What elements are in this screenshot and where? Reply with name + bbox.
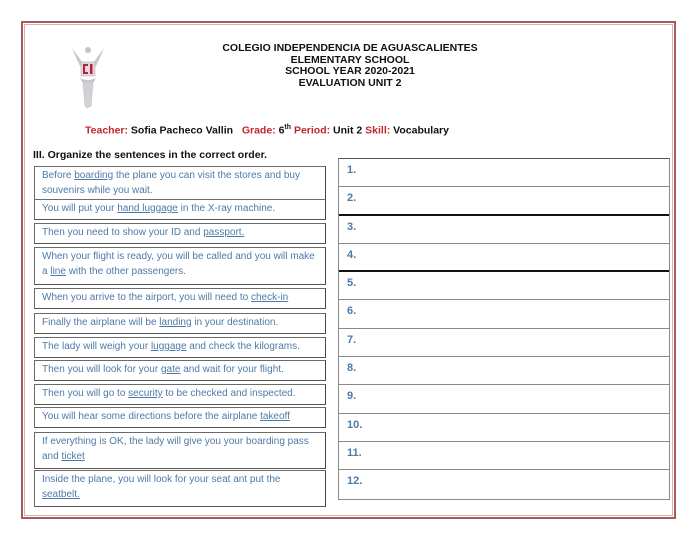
evaluation-title: EVALUATION UNIT 2 — [298, 76, 402, 89]
school-year: SCHOOL YEAR 2020-2021 — [285, 65, 415, 77]
sentence-text: You will hear some directions before the airplane — [42, 411, 261, 422]
sentence-card[interactable] — [34, 337, 326, 358]
sentence-text: Then you will go to — [42, 388, 129, 399]
answer-number: 5. — [347, 277, 357, 290]
instruction-text: III. Organize the sentences in the correct order. — [33, 149, 267, 161]
sentence-card[interactable] — [34, 199, 326, 220]
grade-label: Grade: — [241, 124, 276, 137]
info-line — [85, 124, 449, 137]
sentence-text: You will put your — [42, 203, 118, 214]
answer-number: 2. — [347, 192, 357, 205]
sentence-text: When your flight is ready, you will be called and you will make a — [42, 251, 315, 277]
sentence-card[interactable] — [34, 407, 326, 428]
answer-number: 9. — [347, 390, 357, 403]
sentence-keyword: landing — [159, 317, 192, 328]
sentence-text: When you arrive to the airport, you will need to — [42, 292, 251, 303]
answer-row[interactable] — [339, 385, 669, 413]
sentence-text: and check the kilograms. — [186, 341, 300, 352]
period-value: Unit 2 — [333, 124, 363, 137]
sentence-text: to be checked and inspected. — [162, 388, 296, 399]
sentence-keyword: seatbelt. — [42, 488, 80, 500]
answer-number: 10. — [347, 418, 363, 431]
period-label: Period: — [293, 124, 331, 137]
sentence-card[interactable] — [34, 223, 326, 244]
answer-row[interactable] — [339, 159, 669, 187]
answer-table — [338, 158, 670, 500]
answer-row[interactable] — [339, 244, 669, 272]
sentence-card[interactable] — [34, 470, 326, 507]
sentence-keyword: check-in — [251, 292, 289, 303]
answer-row[interactable] — [339, 329, 669, 357]
sentence-text: and wait for your flight. — [180, 364, 284, 375]
sentence-card[interactable] — [34, 288, 326, 309]
sentence-text: Inside the plane, you will look for your seat ant put the — [42, 474, 281, 485]
sentence-text: in your destination. — [191, 317, 279, 328]
answer-row[interactable] — [339, 216, 669, 244]
sentence-text: Before — [42, 170, 75, 181]
answer-number: 11. — [347, 446, 362, 459]
answer-number: 6. — [347, 305, 357, 318]
teacher-label: Teacher: — [85, 124, 128, 137]
answer-row[interactable] — [339, 414, 669, 442]
answer-number: 7. — [347, 333, 357, 346]
sentence-keyword: boarding — [74, 170, 114, 181]
sentence-keyword: hand luggage — [117, 203, 178, 214]
answer-row[interactable] — [339, 442, 669, 470]
answer-row[interactable] — [339, 300, 669, 328]
answer-number: 4. — [347, 248, 357, 261]
answer-row[interactable] — [339, 470, 669, 498]
sentence-keyword: luggage — [150, 341, 187, 352]
sentence-card[interactable] — [34, 166, 326, 201]
skill-label: Skill: — [365, 124, 391, 137]
sentence-card[interactable] — [34, 360, 326, 381]
sentence-card[interactable] — [34, 384, 326, 405]
sentence-text: with the other passengers. — [65, 265, 186, 277]
grade-suffix: th — [284, 124, 292, 131]
teacher-value: Sofia Pacheco Vallin — [130, 124, 234, 137]
answer-row[interactable] — [339, 272, 669, 300]
school-crest-icon — [68, 42, 108, 110]
sentence-card[interactable] — [34, 313, 326, 334]
sentence-keyword: line — [50, 265, 66, 277]
sentence-keyword: takeoff — [260, 411, 290, 422]
sentence-text: Then you will look for your — [42, 364, 161, 375]
answer-number: 12. — [347, 475, 363, 488]
grade-value: 6 — [278, 124, 285, 137]
sentence-keyword: ticket — [61, 450, 85, 462]
sentence-text: Finally the airplane will be — [42, 317, 160, 328]
skill-value: Vocabulary — [393, 124, 449, 137]
sentence-text: Then you need to show your ID and — [42, 227, 204, 238]
sentence-keyword: security — [128, 388, 163, 399]
sentence-keyword: passport. — [203, 227, 245, 238]
answer-number: 8. — [347, 362, 357, 375]
answer-number: 1. — [347, 164, 357, 176]
school-level: ELEMENTARY SCHOOL — [290, 53, 410, 66]
document-header — [150, 43, 550, 89]
answer-number: 3. — [347, 220, 357, 233]
school-name: COLEGIO INDEPENDENCIA DE AGUASCALIENTES — [222, 42, 478, 54]
sentence-text: the plane you can visit the stores and buy souvenirs while you wait. — [42, 170, 300, 196]
sentence-keyword: gate — [160, 364, 181, 375]
sentence-card[interactable] — [34, 432, 326, 469]
sentence-card[interactable] — [34, 247, 326, 285]
answer-row[interactable] — [339, 357, 669, 385]
answer-row[interactable] — [339, 187, 669, 215]
sentence-text: The lady will weigh your — [42, 341, 151, 352]
sentence-text: If everything is OK, the lady will give you your boarding pass and — [42, 436, 309, 462]
sentence-text: in the X-ray machine. — [177, 203, 276, 214]
